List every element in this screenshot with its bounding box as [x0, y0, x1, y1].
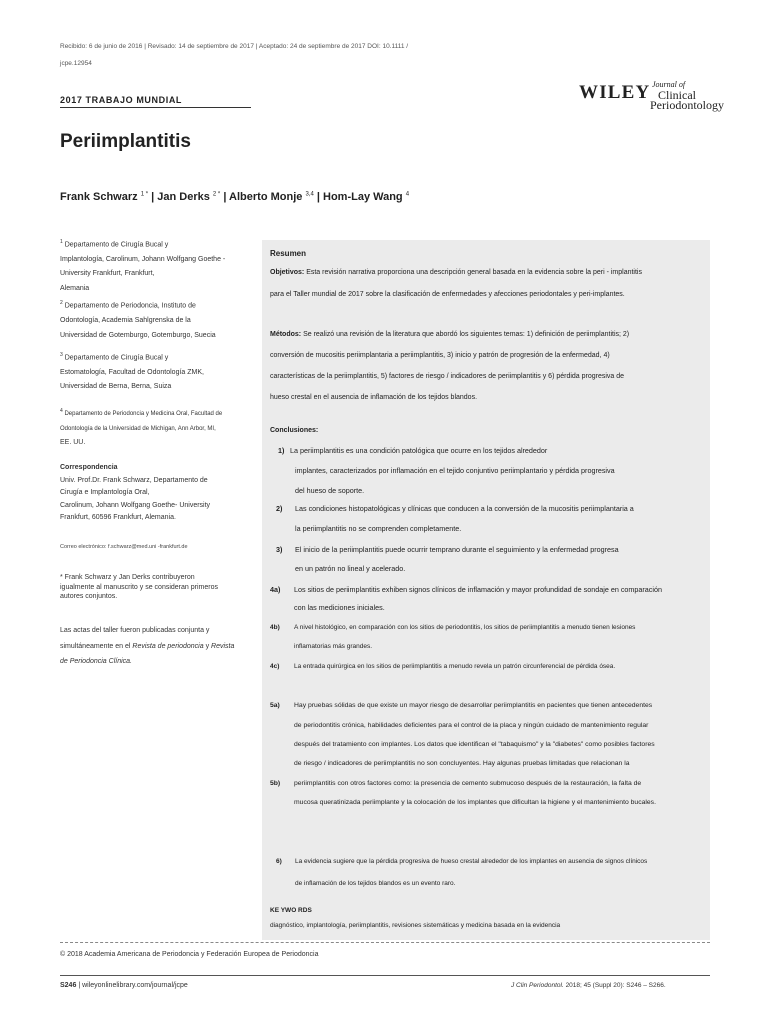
section-divider [60, 107, 251, 108]
affiliation-line: Implantología, Carolinum, Johann Wolfgang Goethe - [60, 255, 226, 263]
affiliation-number: 4 [60, 408, 63, 414]
journal-name: Revista [211, 642, 235, 650]
methods-label: Métodos: [270, 331, 302, 338]
objectives-label: Objetivos: [270, 269, 305, 276]
affiliation-number: 3 [60, 352, 63, 358]
equal-contribution-note [60, 573, 250, 602]
correspondence-line: Univ. Prof.Dr. Frank Schwarz, Departamento de [60, 476, 208, 484]
objectives-text: Esta revisión narrativa proporciona una descripción general basada en la evidencia sobre la peri - implantitis [306, 269, 642, 276]
conclusion-text: La periimplantitis es una condición patológica que ocurre en los tejidos alrededor [290, 446, 548, 455]
conclusion-text: del hueso de soporte. [295, 486, 365, 495]
citation [511, 982, 666, 989]
author-separator: | [316, 191, 320, 203]
conclusion-number: 4b) [270, 624, 280, 631]
author-affiliation-marker: 2 * [212, 191, 221, 198]
methods-text: características de la periimplantitis, 5) factores de riesgo / indicadores de periimplantitis y 6) pérdida progresiva de [270, 373, 625, 380]
author-name[interactable]: Hom-Lay Wang [323, 191, 403, 203]
journal-name: Revista de periodoncia [132, 642, 204, 650]
affiliation-number: 1 [60, 239, 63, 245]
conclusion-text: Hay pruebas sólidas de que existe un mayor riesgo de desarrollar periimplantitis en pacientes que tienen antecedentes [294, 702, 653, 709]
abstract-heading: Resumen [270, 249, 307, 258]
conclusion-number: 1) [278, 446, 285, 455]
abstract-box [262, 240, 710, 940]
author-affiliation-marker: 3,4 [305, 191, 314, 198]
conclusion-text: con las mediciones iniciales. [294, 603, 385, 612]
keywords-text: diagnóstico, implantología, periimplantitis, revisiones sistemáticas y medicina basada en la evidencia [270, 922, 561, 929]
methods [270, 324, 706, 408]
note-line: igualmente al manuscrito y se consideran primeros [60, 583, 218, 591]
affiliation-line: Alemania [60, 284, 90, 292]
journal-name: de Periodoncia Clínica. [60, 658, 132, 665]
conclusion-number: 6) [276, 858, 282, 865]
conclusion-text: en un patrón no lineal y acelerado. [295, 564, 406, 573]
conclusion-text: la periimplantitis no se comprenden completamente. [295, 524, 462, 533]
publisher-logo: WILEY [579, 82, 651, 103]
conclusion-text: mucosa queratinizada periimplante y la colocación de los implantes que dificultan la higiene y el mantenimiento bucales. [294, 799, 656, 806]
correspondence-email[interactable]: Correo electrónico: f.schwarz@med.uni -frankfurt.de [60, 544, 188, 550]
affiliation-4 [60, 404, 250, 451]
conclusion-text: Los sitios de periimplantitis exhiben signos clínicos de inflamación y mayor profundidad de sondaje en comparación [294, 585, 662, 594]
author-affiliation-marker: 4 [405, 191, 410, 198]
citation-details: 2018; 45 (Suppl 20): S246 – S266. [565, 982, 666, 989]
affiliation-number: 2 [60, 300, 63, 307]
copyright: © 2018 Academia Americana de Periodoncia y Federación Europea de Periodoncia [60, 951, 319, 958]
affiliation-line: Universidad de Berna, Berna, Suiza [60, 383, 172, 391]
journal-website-link[interactable]: wileyonlinelibrary.com/journal/jcpe [82, 982, 188, 989]
footer-divider [60, 975, 710, 976]
affiliation-line: Departamento de Periodoncia, Instituto de [64, 302, 196, 310]
conclusion-text: inflamatorias más grandes. [294, 643, 373, 650]
journal-logo-line-1: Journal of [652, 80, 686, 89]
article-dates: Recibido: 6 de junio de 2016 | Revisado: 14 de septiembre de 2017 | Aceptado: 24 de septiembre de 2017 DOI: 10.1111 / [60, 43, 409, 50]
author-affiliation-marker: 1 * [140, 191, 149, 198]
affiliation-line: University Frankfurt, Frankfurt, [60, 270, 155, 278]
correspondence-line: Carolinum, Johann Wolfgang Goethe- University [60, 501, 211, 509]
article-title: Periimplantitis [60, 131, 191, 152]
affiliation-3 [60, 348, 250, 395]
conclusion-text: El inicio de la periimplantitis puede ocurrir temprano durante el seguimiento y la enfermedad progresa [295, 545, 619, 554]
objectives [270, 264, 706, 303]
conclusion-text: Las condiciones histopatológicas y clínicas que conducen a la conversión de la mucositis periimplantaria a [295, 504, 634, 513]
proceedings-note [60, 623, 250, 670]
affiliation-line: Estomatología, Facultad de Odontología ZMK, [60, 368, 204, 376]
keywords-label: KE YWO RDS [270, 907, 312, 914]
conclusion-text: de periodontitis crónica, habilidades deficientes para el control de la placa y ningún cuidado de mantenimiento regular [294, 722, 649, 729]
citation-journal: J Clin Periodontol. [511, 982, 564, 989]
author-separator: | [151, 191, 155, 203]
footer-separator: | [78, 982, 81, 989]
affiliation-line: Departamento de Cirugía Bucal y [64, 354, 169, 362]
proceedings-text: simultáneamente en el [60, 642, 131, 650]
affiliation-line: Universidad de Gotemburgo, Gotemburgo, Suecia [60, 331, 216, 339]
proceedings-line: Las actas del taller fueron publicadas conjunta y [60, 627, 210, 634]
affiliation-line: Departamento de Cirugía Bucal y [64, 241, 169, 249]
doi-continuation: jcpe.12954 [60, 60, 92, 67]
bottom-divider [60, 942, 710, 943]
author-separator: | [223, 191, 227, 203]
correspondence-line: Frankfurt, 60596 Frankfurt, Alemania. [60, 514, 176, 521]
affiliation-line: Odontología, Academia Sahlgrenska de la [60, 317, 191, 325]
conclusion-number: 5b) [270, 780, 281, 787]
correspondence-heading: Correspondencia [60, 464, 118, 471]
author-name[interactable]: Jan Derks [157, 191, 210, 203]
affiliation-line: Odontología de la Universidad de Michigan, Ann Arbor, MI, [60, 425, 216, 432]
conclusion-number: 4a) [270, 585, 281, 594]
proceedings-text: y [205, 642, 210, 650]
author-name[interactable]: Frank Schwarz [60, 191, 138, 203]
note-line: * Frank Schwarz y Jan Derks contribuyeron [60, 574, 195, 581]
section-label: 2017 TRABAJO MUNDIAL [60, 95, 183, 105]
journal-logo [650, 80, 724, 110]
conclusion-number: 4c) [270, 663, 280, 670]
methods-text: conversión de mucositis periimplantaria a periimplantitis, 3) inicio y patrón de progresión de la enfermedad, 4) [270, 352, 610, 359]
conclusion-number: 3) [276, 545, 283, 554]
conclusion-number: 2) [276, 504, 283, 513]
conclusion-text: La entrada quirúrgica en los sitios de periimplantitis a menudo revela un patrón circunferencial de pérdida ósea. [294, 663, 616, 670]
methods-text: Se realizó una revisión de la literatura que abordó los siguientes temas: 1) definición de periimplantitis; 2) [303, 331, 630, 338]
conclusion-text: periimplantitis con otros factores como: la presencia de cemento submucoso después de la restauración, la falta de [294, 780, 642, 787]
conclusion-text: La evidencia sugiere que la pérdida progresiva de hueso crestal alrededor de los implantes en ausencia de signos clínicos [295, 858, 648, 865]
affiliation-line: EE. UU. [60, 439, 86, 446]
conclusion-text: de inflamación de los tejidos blandos es un evento raro. [295, 880, 456, 887]
note-line: autores conjuntos. [60, 593, 118, 600]
author-list [60, 191, 409, 203]
conclusion-text: implantes, caracterizados por inflamación en el tejido conjuntivo periimplantario y pérdida progresiva [295, 466, 615, 475]
footer-left [60, 982, 188, 989]
objectives-text: para el Taller mundial de 2017 sobre la clasificación de enfermedades y afecciones periodontales y peri-implantes. [270, 291, 625, 298]
conclusion-number: 5a) [270, 702, 280, 709]
methods-text: hueso crestal en el ausencia de inflamación de los tejidos blandos. [270, 394, 478, 401]
affiliation-line: Departamento de Periodoncia y Medicina Oral, Facultad de [64, 411, 223, 417]
journal-logo-line-2: Clinical [658, 88, 696, 102]
author-name[interactable]: Alberto Monje [229, 191, 303, 203]
correspondence [60, 462, 250, 525]
conclusions-label: Conclusiones: [270, 427, 319, 434]
conclusion-text: después del tratamiento con implantes. Los datos que identifican el "tabaquismo" y la "diabetes" como posibles factores [294, 741, 655, 748]
page-number: S246 [60, 982, 77, 989]
affiliation-1 [60, 235, 250, 343]
journal-logo-line-3: Periodontology [650, 98, 724, 112]
conclusion-text: de riesgo / indicadores de periimplantitis no son concluyentes. Hay algunas pruebas limitadas que relacionan la [294, 760, 630, 767]
correspondence-line: Cirugía e Implantología Oral, [60, 489, 150, 496]
conclusion-text: A nivel histológico, en comparación con los sitios de periodontitis, los sitios de periimplantitis a menudo tienen lesiones [294, 624, 636, 631]
